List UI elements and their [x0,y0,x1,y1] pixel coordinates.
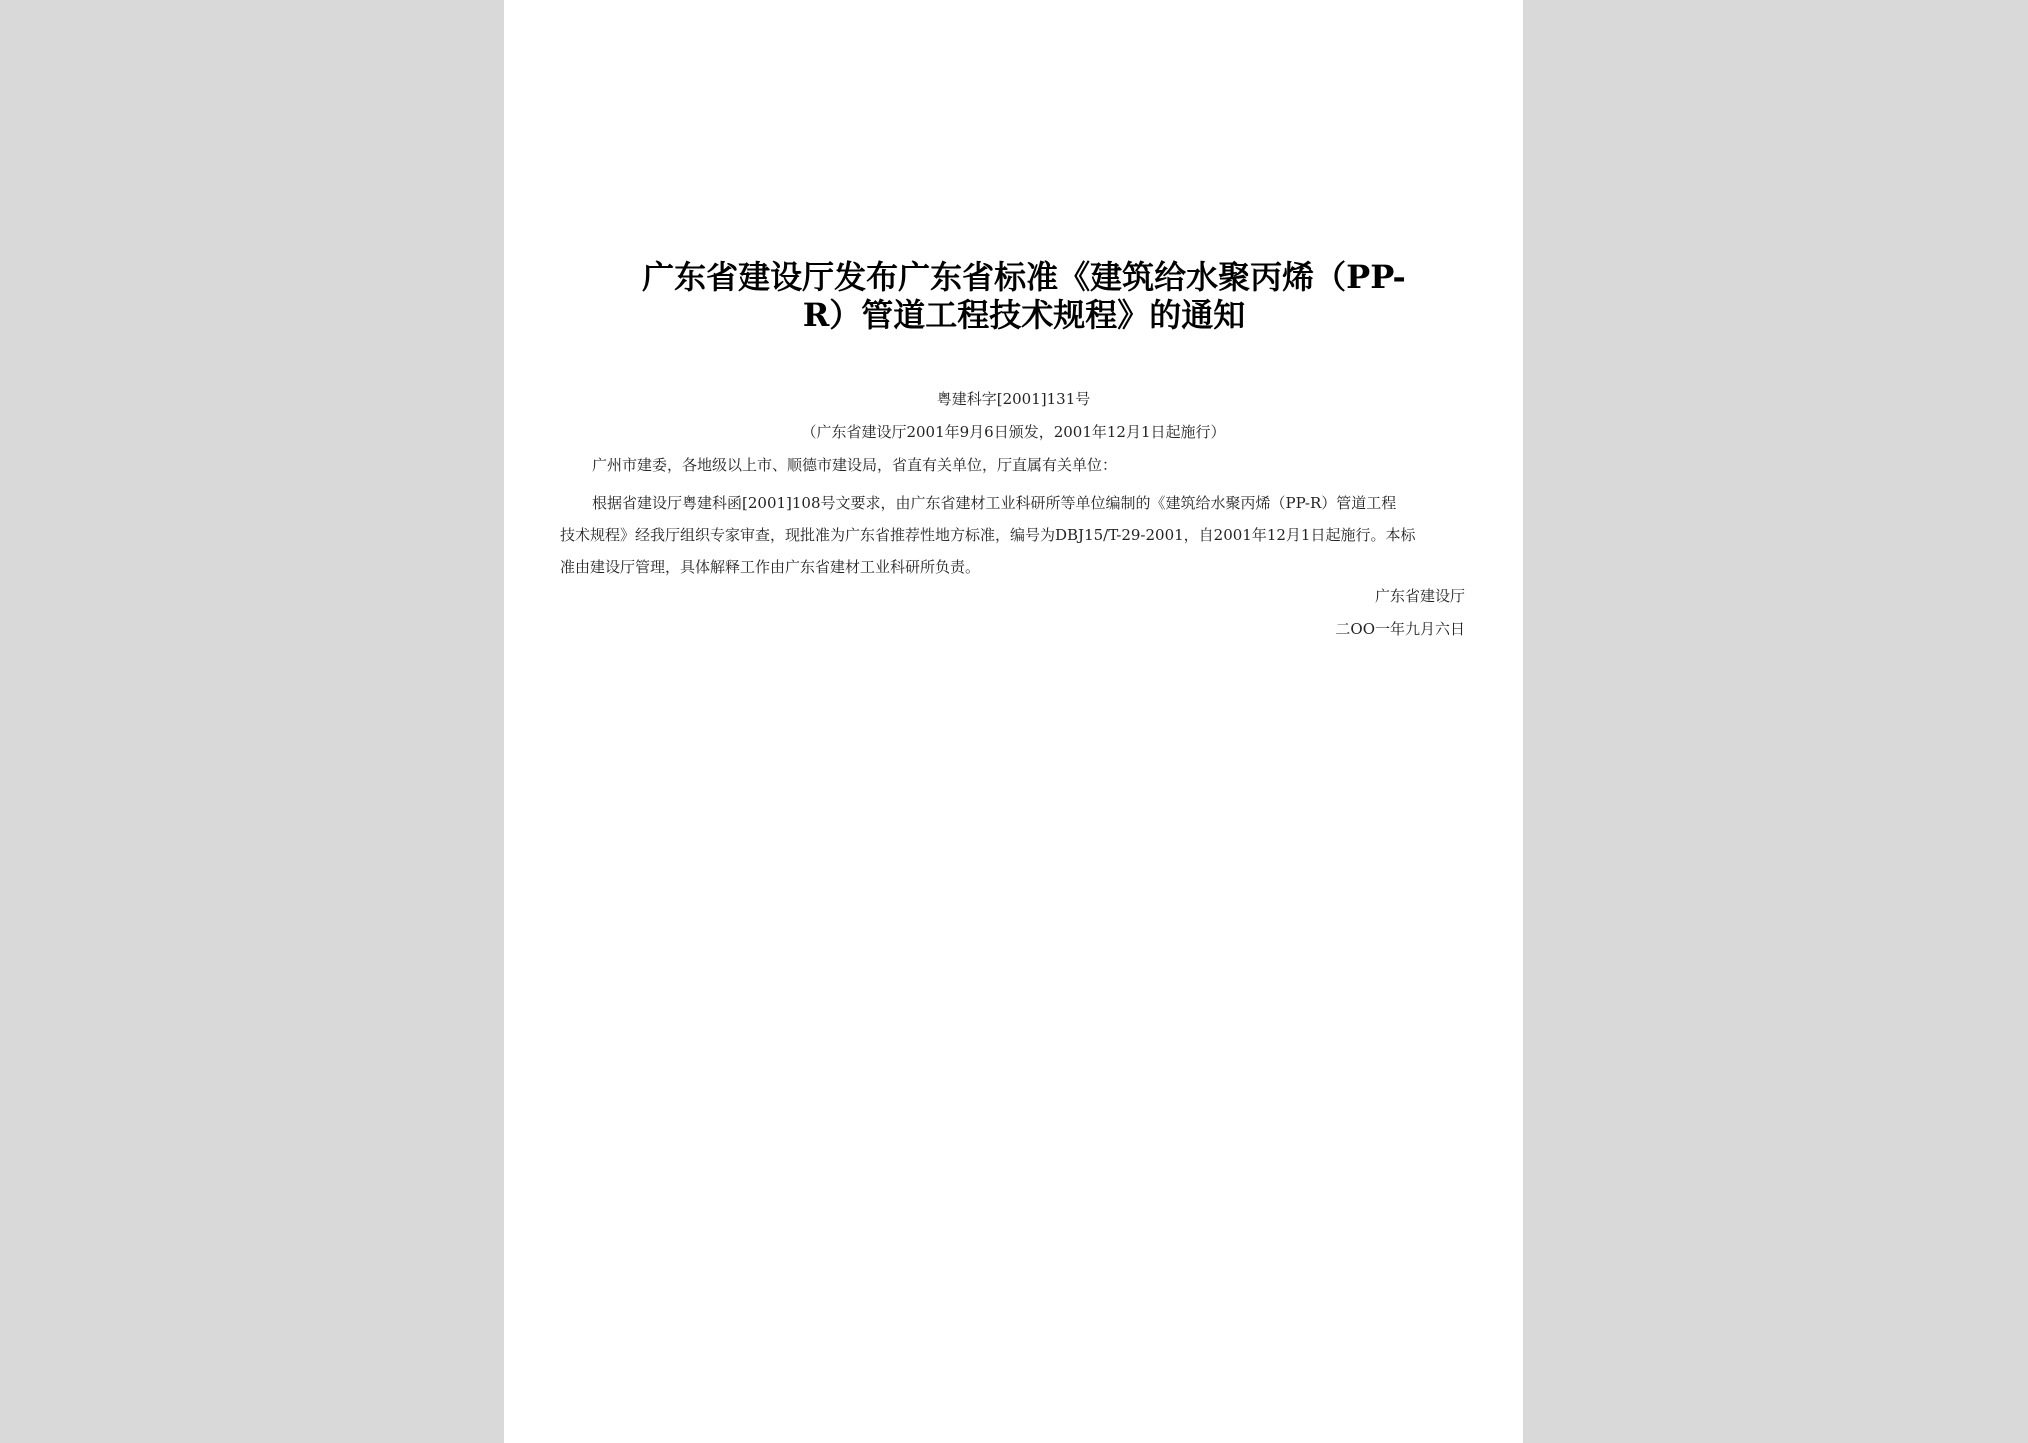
document-number: 粤建科字[2001]131号 [936,390,1091,408]
document-title [559,258,1489,334]
salutation: 广州市建委，各地级以上市、顺德市建设局，省直有关单位，厅直属有关单位： [592,456,1118,474]
body-line-2: 技术规程》经我厅组织专家审查，现批准为广东省推荐性地方标准，编号为DBJ15/T-29-2001，自2001年12月1日起施行。本标 [560,526,1416,544]
body-paragraph [560,487,1464,583]
issue-note: （广东省建设厅2001年9月6日颁发，2001年12月1日起施行） [801,423,1226,441]
title-line-2: R）管道工程技术规程》的通知 [802,296,1246,334]
sign-date: 二OO一年九月六日 [1335,620,1465,638]
title-line-1: 广东省建设厅发布广东省标准《建筑给水聚丙烯（PP- [642,258,1406,296]
signer: 广东省建设厅 [1374,587,1465,605]
body-line-3: 准由建设厅管理，具体解释工作由广东省建材工业科研所负责。 [560,558,981,576]
body-line-1: 根据省建设厅粤建科函[2001]108号文要求，由广东省建材工业科研所等单位编制的《建筑给水聚丙烯（PP-R）管道工程 [592,494,1397,512]
document-page [504,0,1523,1443]
